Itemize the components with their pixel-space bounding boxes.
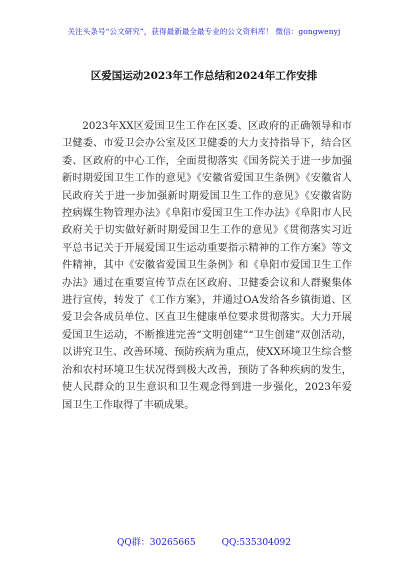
footer-contact bbox=[0, 535, 408, 548]
document-title: 区爱国运动2023年工作总结和2024年工作安排 bbox=[90, 70, 318, 82]
body-paragraph: 2023年XX区爱国卫生工作在区委、区政府的正确领导和市卫健委、市爱卫会办公室及区卫健委的大力支持指导下，结合区委、区政府的中心工作，全面贯彻落实《国务院关于进一步加强新时期爱国卫生工作的意见》《安徽省爱国卫生条例》《安徽省人民政府关于进一步加强新时期爱国卫生工作的意见》《安徽省防控病媒生物管理办法》《阜阳市爱国卫生工作办法》《阜阳市人民政府关于切实做好新时期爱国卫生工作的意见》《贯彻落实习近平总书记关于开展爱国卫生运动重要指示精神的工作方案》等文件精神，其中《安徽省爱国卫生条例》和《阜阳市爱国卫生工作办法》通过在重要宣传节点在区政府、卫健委会议和人群聚集体进行宣传，转发了《工作方案》，并通过OA发给各乡镇街道、区爱卫会各成员单位、区直卫生健康单位要求贯彻落实。大力开展爱国卫生运动，不断推进完善“文明创建”“卫生创建”双创活动，以讲究卫生、改善环境、预防疾病为重点，使XX环境卫生综合整治和农村环境卫生状况得到极大改善，预防了各种疾病的发生，使人民群众的卫生意识和卫生观念得到进一步强化，2023年爱国卫生工作取得了丰硕成果。 bbox=[62, 121, 352, 411]
header-banner: 关注头条号“公文研究”，获得最新最全最专业的公文资料库！ 微信：gongwenyj bbox=[67, 27, 341, 36]
footer-qq-group: QQ群：30265665 bbox=[117, 538, 196, 548]
footer-qq: QQ:535304092 bbox=[221, 538, 291, 548]
